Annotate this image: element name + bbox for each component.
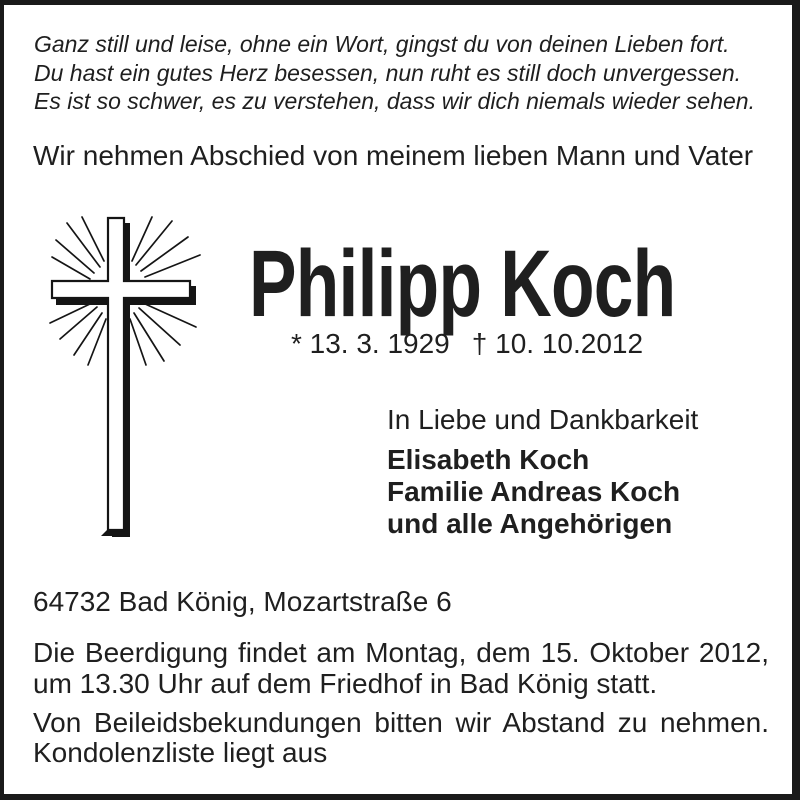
mourner-2: Familie Andreas Koch (387, 476, 681, 507)
farewell-line: Wir nehmen Abschied von meinem lieben Mann und Vater (33, 140, 754, 171)
poem-line-1: Ganz still und leise, ohne ein Wort, gingst du von deinen Lieben fort. (34, 31, 730, 57)
poem-line-3: Es ist so schwer, es zu verstehen, dass wir dich niemals wieder sehen. (34, 88, 755, 114)
poem-line-2: Du hast ein gutes Herz besessen, nun ruht es still doch unvergessen. (34, 59, 742, 86)
deceased-name: Philipp Koch (249, 231, 676, 337)
condolence-info: Von Beileidsbekundungen bitten wir Abstand zu nehmen. Kondolenzliste liegt aus (33, 707, 769, 768)
cross-body (52, 218, 190, 530)
life-dates (249, 327, 685, 361)
funeral-info: Die Beerdigung findet am Montag, dem 15. Oktober 2012, um 13.30 Uhr auf dem Friedhof in Bad König statt. (33, 637, 769, 699)
memorial-poem (34, 30, 774, 116)
cross-svg (44, 215, 214, 545)
mourner-3: und alle Angehörigen (387, 508, 673, 539)
mourners-list (387, 444, 680, 540)
cross-shadow (57, 224, 195, 536)
birth-date: * 13. 3. 1929 (290, 328, 450, 359)
death-date: † 10. 10.2012 (471, 328, 644, 359)
address-line: 64732 Bad König, Mozartstraße 6 (33, 586, 452, 617)
mourner-1: Elisabeth Koch (387, 444, 590, 475)
notice-sheet (4, 5, 792, 794)
latin-cross-rays-icon (44, 215, 214, 545)
tribute-line: In Liebe und Dankbarkeit (387, 404, 699, 435)
